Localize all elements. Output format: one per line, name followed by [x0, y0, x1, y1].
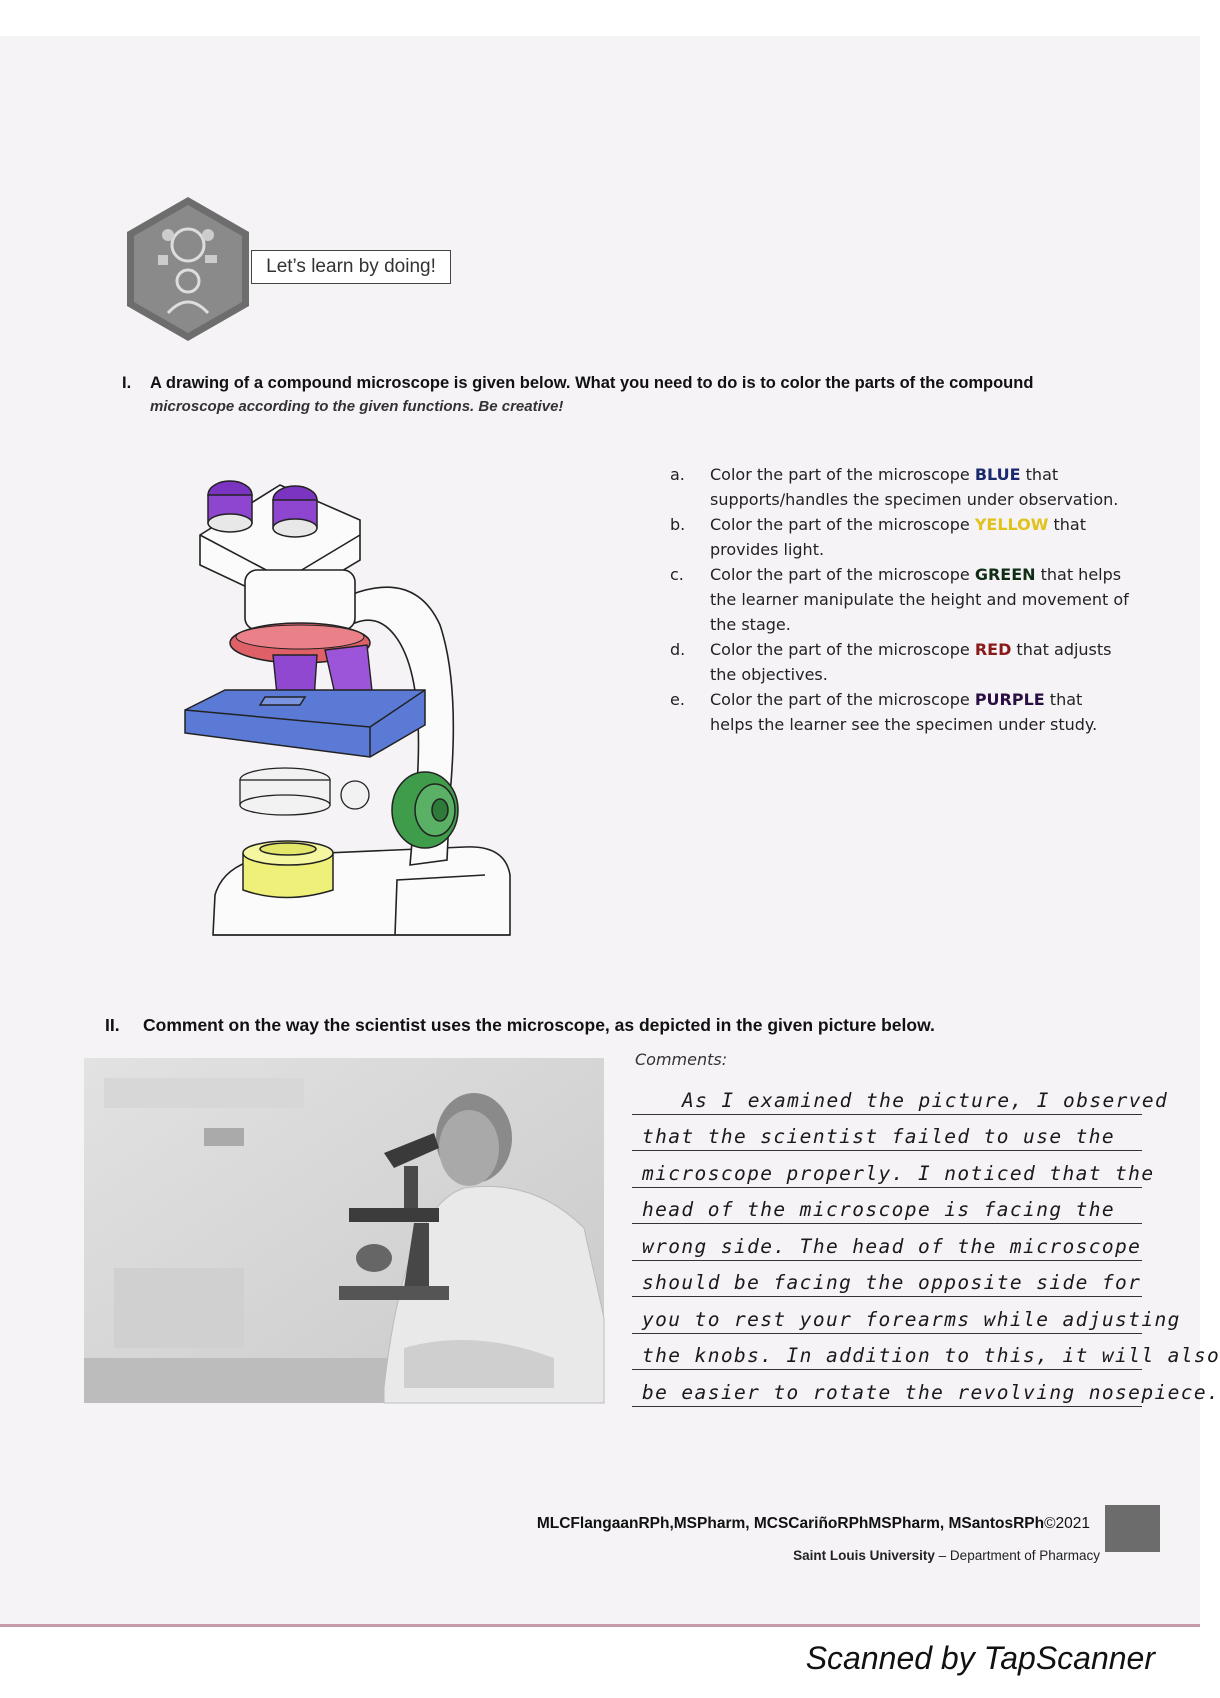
authors-text: MLCFlangaanRPh,MSPharm, MCSCariñoRPhMSPharm, MSantosRPh [536, 1515, 1045, 1532]
section-2-text: Comment on the way the scientist uses the microscope, as depicted in the given picture below. [143, 1015, 935, 1035]
answer-line [632, 1261, 1142, 1298]
handwritten-comments [632, 1078, 1220, 1407]
university-name: Saint Louis University [793, 1548, 935, 1563]
instruction-text: Color the part of the microscope [710, 640, 975, 659]
handwritten-text: the knobs. In addition to this, it will also [642, 1344, 1220, 1367]
scientist-photo [84, 1058, 604, 1403]
instruction-letter: a. [670, 465, 685, 484]
instruction-text: Color the part of the microscope [710, 465, 975, 484]
handwritten-text: microscope properly. I noticed that the [642, 1161, 1155, 1185]
department-name: – Department of Pharmacy [934, 1548, 1100, 1563]
copyright-text: ©2021 [1044, 1515, 1090, 1532]
answer-line [632, 1115, 1142, 1152]
instruction-text: that helps the learner manipulate the height and movement of the stage. [710, 565, 1129, 634]
answer-line [632, 1188, 1142, 1225]
instruction-item [670, 462, 1130, 512]
answer-line [632, 1370, 1220, 1407]
color-keyword: PURPLE [974, 690, 1045, 709]
handwritten-text: head of the microscope is facing the [642, 1198, 1116, 1221]
instruction-list [670, 462, 1130, 737]
instruction-text: Color the part of the microscope [710, 565, 975, 584]
answer-line [632, 1078, 1169, 1115]
authors-credit [537, 1515, 1090, 1533]
answer-line [632, 1224, 1142, 1261]
instruction-letter: c. [670, 565, 684, 584]
instruction-text: that provides light. [710, 515, 1086, 559]
color-keyword: BLUE [974, 465, 1021, 484]
handwritten-text: As I examined the picture, I observed [682, 1088, 1169, 1112]
instruction-letter: d. [670, 640, 686, 659]
instruction-item [670, 637, 1130, 687]
instruction-item [670, 512, 1130, 562]
institution-credit [793, 1548, 1100, 1563]
instruction-item [670, 687, 1130, 737]
handwritten-text: that the scientist failed to use the [642, 1125, 1116, 1148]
handwritten-text: wrong side. The head of the microscope [642, 1234, 1142, 1258]
instruction-text: Color the part of the microscope [710, 690, 975, 709]
instruction-text: that helps the learner see the specimen under study. [710, 690, 1098, 734]
instruction-letter: b. [670, 515, 686, 534]
logo-square [1105, 1505, 1160, 1552]
adjustment-knob [392, 772, 458, 848]
instruction-text: that supports/handles the specimen under observation. [710, 465, 1119, 509]
badge-label: Let’s learn by doing! [251, 250, 451, 284]
instruction-text: that adjusts the objectives. [710, 640, 1112, 684]
handwritten-text: be easier to rotate the revolving nosepiece. [642, 1380, 1220, 1404]
section-2-number: II. [105, 1015, 120, 1035]
activity-hexagon-icon [123, 195, 253, 343]
compound-microscope-drawing [185, 465, 555, 1000]
color-keyword: GREEN [974, 565, 1036, 584]
color-keyword: YELLOW [974, 515, 1049, 534]
color-keyword: RED [974, 640, 1012, 659]
instruction-item [670, 562, 1130, 637]
microscope-stage [185, 690, 425, 757]
answer-line [632, 1297, 1181, 1334]
section-1-italic-text: microscope according to the given functions. Be creative! [150, 398, 564, 415]
comments-label: Comments: [635, 1050, 728, 1069]
scanner-watermark: Scanned by TapScanner [805, 1640, 1155, 1676]
instruction-letter: e. [670, 690, 685, 709]
answer-line [632, 1151, 1155, 1188]
light-source [243, 841, 333, 898]
answer-line [632, 1334, 1220, 1371]
handwritten-text: you to rest your forearms while adjusting [642, 1307, 1181, 1331]
handwritten-text: should be facing the opposite side for [642, 1271, 1142, 1294]
section-2-prompt [105, 1015, 935, 1036]
instruction-text: Color the part of the microscope [710, 515, 975, 534]
page-edge [0, 1624, 1200, 1627]
scan-top-margin [0, 0, 1200, 36]
section-1-prompt [122, 372, 1142, 418]
section-1-text: A drawing of a compound microscope is given below. What you need to do is to color the parts of the compound [150, 374, 1034, 392]
section-1-number: I. [122, 374, 132, 392]
